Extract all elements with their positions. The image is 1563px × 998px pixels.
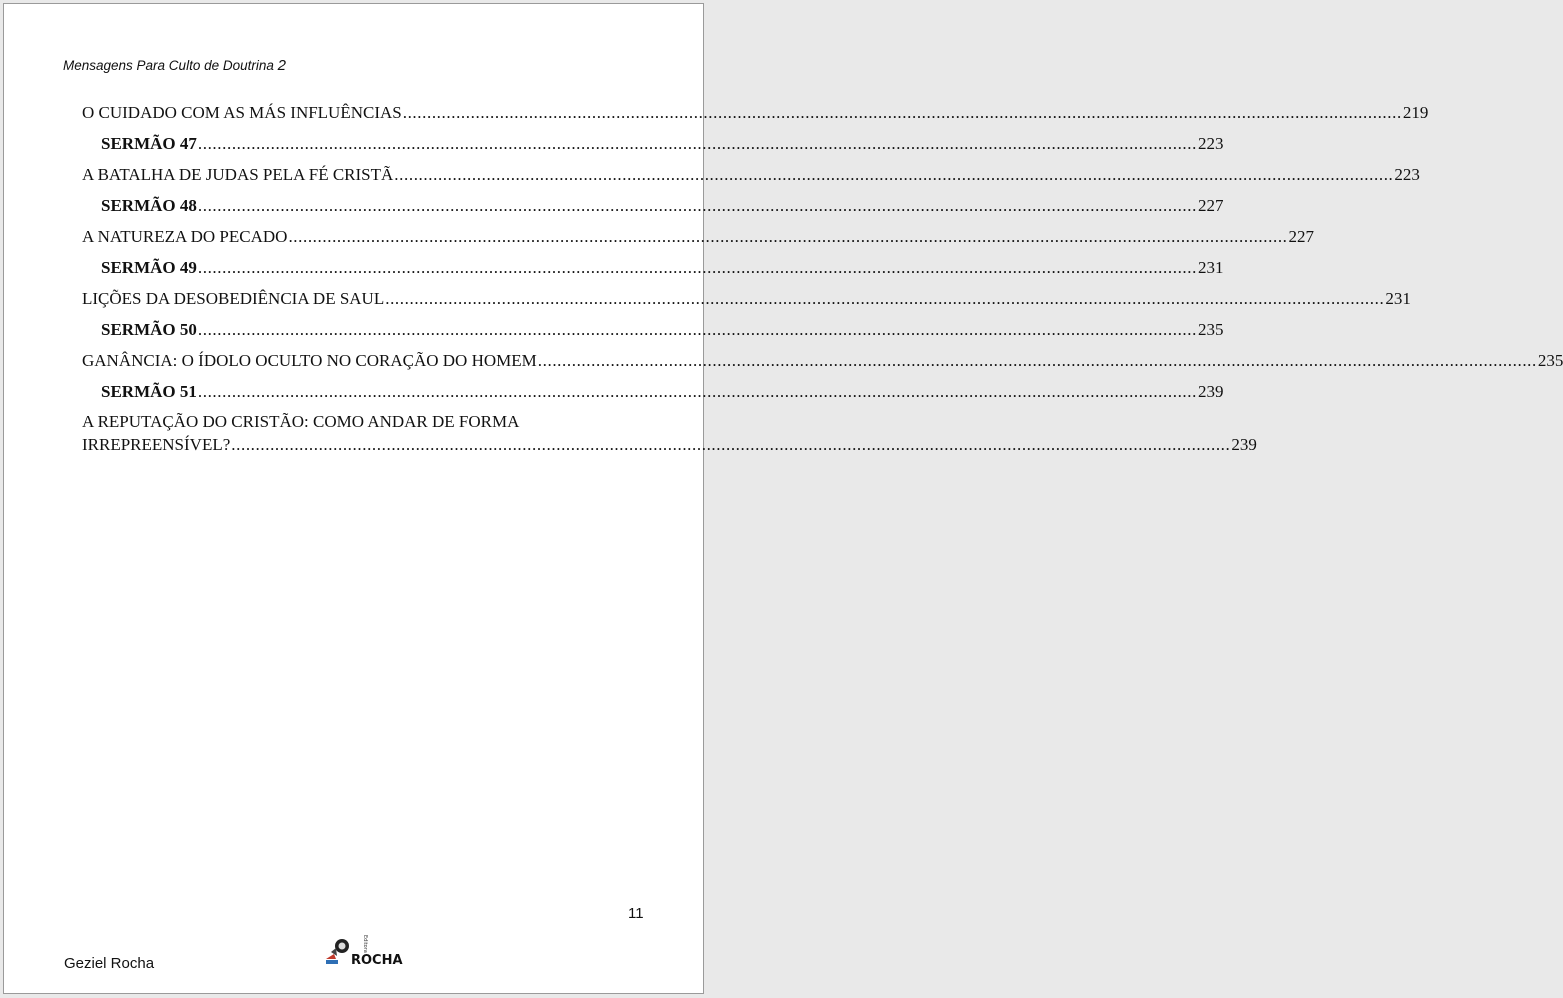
toc-entry-title-line1: A REPUTAÇÃO DO CRISTÃO: COMO ANDAR DE FORMA xyxy=(82,412,520,431)
document-page xyxy=(3,3,1563,994)
toc-leader-dots xyxy=(198,314,1197,345)
toc-entry-page: 235 xyxy=(1197,320,1224,339)
toc-entry-page: 239 xyxy=(1231,435,1257,454)
logo-emblem-flame xyxy=(326,954,336,959)
toc-entry-page: 223 xyxy=(1197,134,1224,153)
toc-entry-title: SERMÃO 50 xyxy=(101,320,197,339)
running-header xyxy=(63,57,286,74)
logo-emblem-book xyxy=(326,960,338,964)
toc-entry-page: 239 xyxy=(1197,382,1224,401)
toc-leader-dots xyxy=(538,345,1537,376)
toc-entry-title: SERMÃO 48 xyxy=(101,196,197,215)
logo-emblem-window xyxy=(339,943,346,950)
toc-entry[interactable] xyxy=(82,345,1563,376)
author-name: Geziel Rocha xyxy=(64,955,155,972)
toc-entry[interactable] xyxy=(82,283,1411,314)
toc-entry-sermon[interactable] xyxy=(82,376,1224,407)
toc-entry[interactable] xyxy=(82,97,1429,128)
logo-text-main: ROCHA xyxy=(351,953,403,968)
toc-leader-dots xyxy=(394,159,1393,190)
table-of-contents xyxy=(82,97,1563,456)
toc-entry-sermon[interactable] xyxy=(82,252,1224,283)
toc-leader-dots xyxy=(198,376,1197,407)
toc-entry-title: A BATALHA DE JUDAS PELA FÉ CRISTÃ xyxy=(82,165,394,184)
toc-leader-dots xyxy=(288,221,1287,252)
toc-entry-title: SERMÃO 47 xyxy=(101,134,197,153)
page-number: 11 xyxy=(628,905,644,922)
header-volume-number: 2 xyxy=(277,57,286,74)
toc-entry-sermon[interactable] xyxy=(82,314,1224,345)
toc-entry[interactable] xyxy=(82,221,1315,252)
toc-entry-page: 223 xyxy=(1394,165,1420,184)
toc-entry-page: 227 xyxy=(1288,227,1315,246)
header-title: Mensagens Para Culto de Doutrina xyxy=(63,58,274,73)
toc-entry-page: 231 xyxy=(1385,289,1411,308)
toc-entry-page: 219 xyxy=(1402,103,1429,122)
toc-entry[interactable] xyxy=(82,407,1257,456)
toc-entry-title-line2: IRREPREENSÍVEL? xyxy=(82,435,231,454)
toc-entry[interactable] xyxy=(82,159,1420,190)
toc-entry-page: 227 xyxy=(1197,196,1224,215)
toc-entry-page: 231 xyxy=(1197,258,1224,277)
toc-entry-title: LIÇÕES DA DESOBEDIÊNCIA DE SAUL xyxy=(82,289,385,308)
toc-entry-page: 235 xyxy=(1537,351,1563,370)
toc-entry-title: GANÂNCIA: O ÍDOLO OCULTO NO CORAÇÃO DO HOMEM xyxy=(82,351,537,370)
toc-leader-dots xyxy=(231,433,1230,456)
toc-leader-dots xyxy=(198,128,1197,159)
toc-entry-sermon[interactable] xyxy=(82,190,1224,221)
toc-entry-title: SERMÃO 49 xyxy=(101,258,197,277)
toc-entry-title: A NATUREZA DO PECADO xyxy=(82,227,288,246)
toc-leader-dots xyxy=(385,283,1384,314)
toc-entry-title: SERMÃO 51 xyxy=(101,382,197,401)
toc-leader-dots xyxy=(403,97,1402,128)
toc-entry-title: O CUIDADO COM AS MÁS INFLUÊNCIAS xyxy=(82,103,402,122)
toc-leader-dots xyxy=(198,190,1197,221)
logo-text-top: Editora xyxy=(362,935,368,953)
rocket-logo-icon xyxy=(322,926,403,968)
toc-entry-sermon[interactable] xyxy=(82,128,1224,159)
toc-leader-dots xyxy=(198,252,1197,283)
